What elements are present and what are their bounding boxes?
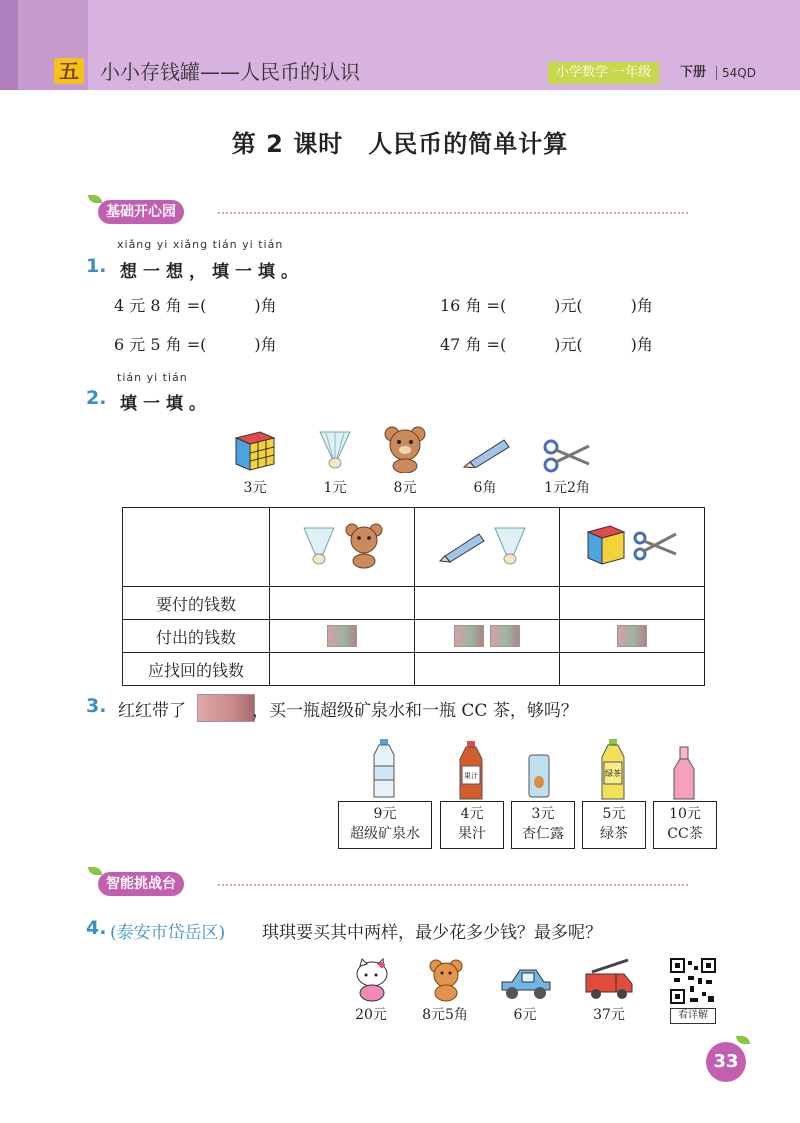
price-label: 20元: [355, 1007, 387, 1023]
hello-kitty-icon: [354, 958, 394, 1002]
question-number: 2.: [86, 387, 107, 409]
teddy-bear-icon: [382, 425, 428, 473]
price-label: 6角: [473, 480, 497, 496]
product-name: CC茶: [667, 826, 703, 842]
price-label: 1元2角: [544, 480, 590, 496]
banknote-cell: [415, 620, 560, 653]
question-text: 填一填。: [120, 394, 212, 414]
price-label: 37元: [593, 1007, 625, 1023]
product-price: 3元: [531, 806, 555, 822]
banknote-cell: [270, 620, 415, 653]
question-text: ，买一瓶超级矿泉水和一瓶 CC 茶，够吗？: [252, 701, 578, 721]
calculation-table: [122, 507, 705, 686]
pinyin: xiǎng yi xiǎng tián yi tián: [117, 238, 284, 251]
fill-line: 16 角 =( )元( )角: [440, 296, 653, 315]
product-card: [653, 801, 717, 849]
page-number: 33: [706, 1042, 746, 1082]
product-card: [511, 801, 575, 849]
product-price: 9元: [373, 806, 397, 822]
question-text: 琪琪要买其中两样，最少花多少钱？最多呢？: [262, 923, 602, 943]
table-corner: [123, 508, 270, 587]
answer-cell[interactable]: [560, 587, 705, 620]
product-price: 10元: [669, 806, 701, 822]
fire-truck-icon: [582, 956, 634, 1002]
green-tea-label: 绿茶: [605, 769, 621, 778]
purchase-pair: [560, 508, 705, 587]
answer-cell[interactable]: [415, 587, 560, 620]
subject-badge: 小学数学 一年级: [548, 62, 659, 84]
section-heading: 基础开心园: [98, 200, 184, 224]
section-heading: 智能挑战台: [98, 872, 184, 896]
volume-label: 下册: [680, 65, 707, 80]
water-bottle-icon: [370, 738, 398, 800]
row-label: 应找回的钱数: [123, 653, 270, 686]
price-label: 8元5角: [422, 1007, 468, 1023]
row-label: 付出的钱数: [123, 620, 270, 653]
qr-code-icon[interactable]: [670, 958, 716, 1004]
price-label: 8元: [393, 480, 417, 496]
answer-cell[interactable]: [270, 653, 415, 686]
leaf-icon: [736, 1036, 750, 1044]
answer-cell[interactable]: [415, 653, 560, 686]
banknote-icon: [617, 625, 647, 647]
question-text: 想一想，填一填。: [120, 262, 304, 282]
product-name: 杏仁露: [522, 826, 564, 842]
product-price: 4元: [460, 806, 484, 822]
banknote-icon: [327, 625, 357, 647]
product-card: [440, 801, 504, 849]
almond-can-icon: [528, 754, 550, 798]
product-card: [582, 801, 646, 849]
leaf-icon: [88, 195, 102, 203]
price-label: 1元: [323, 480, 347, 496]
qr-caption: 看详解: [670, 1008, 716, 1024]
product-name: 绿茶: [600, 826, 628, 842]
banknote-icon: [197, 694, 255, 722]
divider: [218, 212, 688, 214]
question-number: 3.: [86, 695, 107, 717]
green-tea-bottle-icon: [598, 738, 628, 800]
pencil-icon: [462, 436, 512, 468]
banknote-icon: [454, 625, 484, 647]
pencil-shuttlecock-icon: [439, 520, 535, 570]
banknote-icon: [490, 625, 520, 647]
shuttlecock-icon: [318, 430, 352, 470]
product-price: 5元: [602, 806, 626, 822]
fill-line: 4 元 8 角 =( )角: [114, 296, 277, 315]
purchase-pair: [270, 508, 415, 587]
question-text: 红红带了: [118, 701, 186, 721]
price-label: 3元: [243, 480, 267, 496]
region-tag: (泰安市岱岳区): [110, 923, 226, 943]
row-label: 要付的钱数: [123, 587, 270, 620]
pinyin: tián yi tián: [117, 371, 188, 384]
scissors-icon: [543, 438, 591, 474]
juice-label: 果汁: [464, 772, 478, 780]
purchase-pair: [415, 508, 560, 587]
divider: [218, 884, 688, 886]
product-card: [338, 801, 432, 849]
divider: [716, 66, 717, 80]
shuttlecock-bear-icon: [294, 520, 390, 570]
question-number: 1.: [86, 255, 107, 277]
unit-title: 小小存钱罐——人民币的认识: [100, 60, 360, 84]
answer-cell[interactable]: [270, 587, 415, 620]
answer-cell[interactable]: [560, 653, 705, 686]
rubiks-cube-icon: [232, 428, 278, 474]
edition-label: 54QD: [722, 66, 756, 80]
price-label: 6元: [513, 1007, 537, 1023]
cc-tea-bottle-icon: [672, 746, 696, 800]
question-number: 4.: [86, 917, 107, 939]
fill-line: 6 元 5 角 =( )角: [114, 335, 277, 354]
juice-bottle-icon: [456, 740, 486, 800]
cube-scissors-icon: [584, 520, 680, 570]
product-name: 果汁: [458, 826, 486, 842]
header-stripe: [0, 0, 18, 90]
bear-toy-icon: [428, 958, 464, 1002]
banknote-cell: [560, 620, 705, 653]
page-title: 第 2 课时 人民币的简单计算: [231, 130, 569, 158]
leaf-icon: [88, 867, 102, 875]
toy-car-icon: [498, 966, 552, 1002]
unit-badge: 五: [54, 58, 84, 84]
fill-line: 47 角 =( )元( )角: [440, 335, 653, 354]
product-name: 超级矿泉水: [350, 826, 420, 842]
